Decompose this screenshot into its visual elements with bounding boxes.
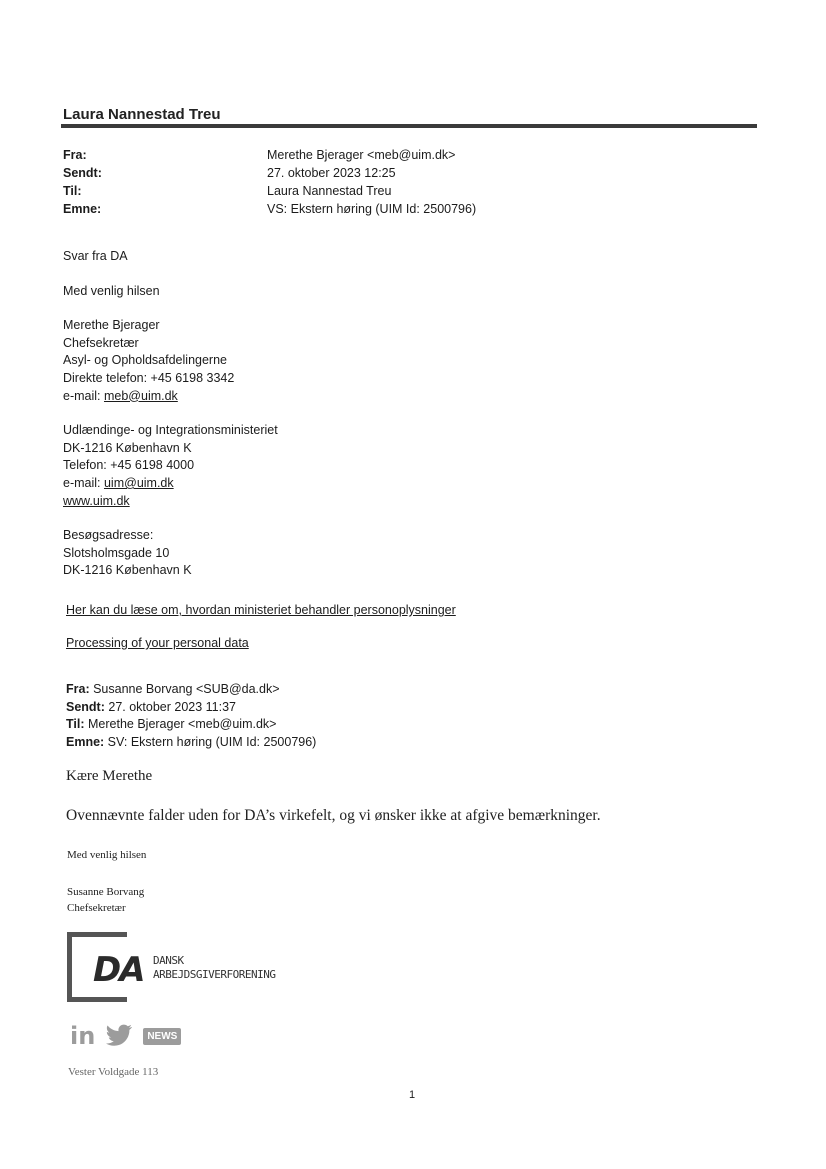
twitter-icon[interactable] xyxy=(105,1024,133,1048)
org-info xyxy=(63,422,278,510)
fwd-from-row xyxy=(66,681,316,699)
privacy-links xyxy=(66,603,456,669)
email-header xyxy=(63,146,753,218)
fwd-subject-label: Emne: xyxy=(66,734,105,749)
fwd-closing: Med venlig hilsen xyxy=(67,849,147,861)
header-subject-row xyxy=(63,200,753,218)
header-subject-label: Emne: xyxy=(63,202,102,216)
org-email-label: e-mail: xyxy=(63,475,104,490)
fwd-signature-name: Susanne Borvang xyxy=(67,886,145,898)
fwd-subject-value: SV: Ekstern høring (UIM Id: 2500796) xyxy=(104,734,317,749)
fwd-to-row xyxy=(66,716,316,734)
logo-line-2: ARBEJDSGIVERFORENING xyxy=(153,968,276,981)
visit-city: DK-1216 København K xyxy=(63,563,192,578)
visit-address xyxy=(63,527,278,580)
linkedin-icon[interactable]: in xyxy=(70,1022,96,1050)
fwd-message: Ovennævnte falder uden for DA’s virkefelt, og vi ønsker ikke at afgive bemærkninger. xyxy=(66,807,601,824)
fwd-from-label: Fra: xyxy=(66,682,90,696)
org-email-line xyxy=(63,475,278,493)
reply-body xyxy=(63,248,278,597)
fwd-to-label: Til: xyxy=(66,717,85,731)
visit-label: Besøgsadresse: xyxy=(63,528,154,543)
fwd-sent-value: 27. oktober 2023 11:37 xyxy=(104,699,237,714)
fwd-sent-row xyxy=(66,699,316,717)
title-rule xyxy=(61,124,757,128)
privacy-link-en[interactable]: Processing of your personal data xyxy=(66,636,249,650)
org-city: DK-1216 København K xyxy=(63,440,192,455)
signature-name: Merethe Bjerager xyxy=(63,318,160,333)
header-sent-value: 27. oktober 2023 12:25 xyxy=(267,166,396,180)
signature-email-label: e-mail: xyxy=(63,388,104,403)
fwd-signature-role: Chefsekretær xyxy=(67,902,126,914)
org-phone: Telefon: +45 6198 4000 xyxy=(63,458,195,473)
signature-phone: Direkte telefon: +45 6198 3342 xyxy=(63,370,235,385)
fwd-sent-label: Sendt: xyxy=(66,699,105,714)
page-title: Laura Nannestad Treu xyxy=(63,106,221,123)
logo-line-1: DANSK xyxy=(153,954,184,967)
news-icon[interactable]: NEWS xyxy=(143,1028,181,1045)
header-from-label: Fra: xyxy=(63,148,87,162)
header-subject-value: VS: Ekstern høring (UIM Id: 2500796) xyxy=(267,202,477,216)
header-sent-row xyxy=(63,164,753,182)
fwd-signature xyxy=(67,884,144,916)
social-links xyxy=(70,1022,181,1050)
org-web-link[interactable]: www.uim.dk xyxy=(63,493,130,508)
fwd-to-value: Merethe Bjerager <meb@uim.dk> xyxy=(84,717,277,731)
reply-closing: Med venlig hilsen xyxy=(63,283,160,298)
org-name: Udlændinge- og Integrationsministeriet xyxy=(63,423,278,438)
signature-email-line xyxy=(63,388,278,406)
da-address: Vester Voldgade 113 xyxy=(68,1066,159,1078)
fwd-subject-row xyxy=(66,734,316,752)
header-to-row xyxy=(63,182,753,200)
logo-letters: DA xyxy=(93,950,144,990)
reply-signature xyxy=(63,317,278,405)
da-logo xyxy=(67,932,287,1006)
forwarded-header xyxy=(66,681,316,751)
visit-street: Slotsholmsgade 10 xyxy=(63,545,170,560)
header-sent-label: Sendt: xyxy=(63,166,102,180)
signature-email-link[interactable]: meb@uim.dk xyxy=(103,388,178,403)
header-to-label: Til: xyxy=(63,184,82,198)
privacy-link-da[interactable]: Her kan du læse om, hvordan ministeriet behandler personoplysninger xyxy=(66,603,456,617)
fwd-greeting: Kære Merethe xyxy=(66,768,153,784)
header-to-value: Laura Nannestad Treu xyxy=(267,184,392,198)
reply-intro: Svar fra DA xyxy=(63,249,128,263)
org-email-link[interactable]: uim@uim.dk xyxy=(103,475,174,490)
fwd-from-value: Susanne Borvang <SUB@da.dk> xyxy=(89,682,280,696)
signature-dept: Asyl- og Opholdsafdelingerne xyxy=(63,353,227,368)
logo-text xyxy=(153,954,275,982)
signature-role: Chefsekretær xyxy=(63,335,139,350)
page-number: 1 xyxy=(409,1089,416,1101)
header-from-row xyxy=(63,146,753,164)
header-from-value: Merethe Bjerager <meb@uim.dk> xyxy=(267,148,456,162)
